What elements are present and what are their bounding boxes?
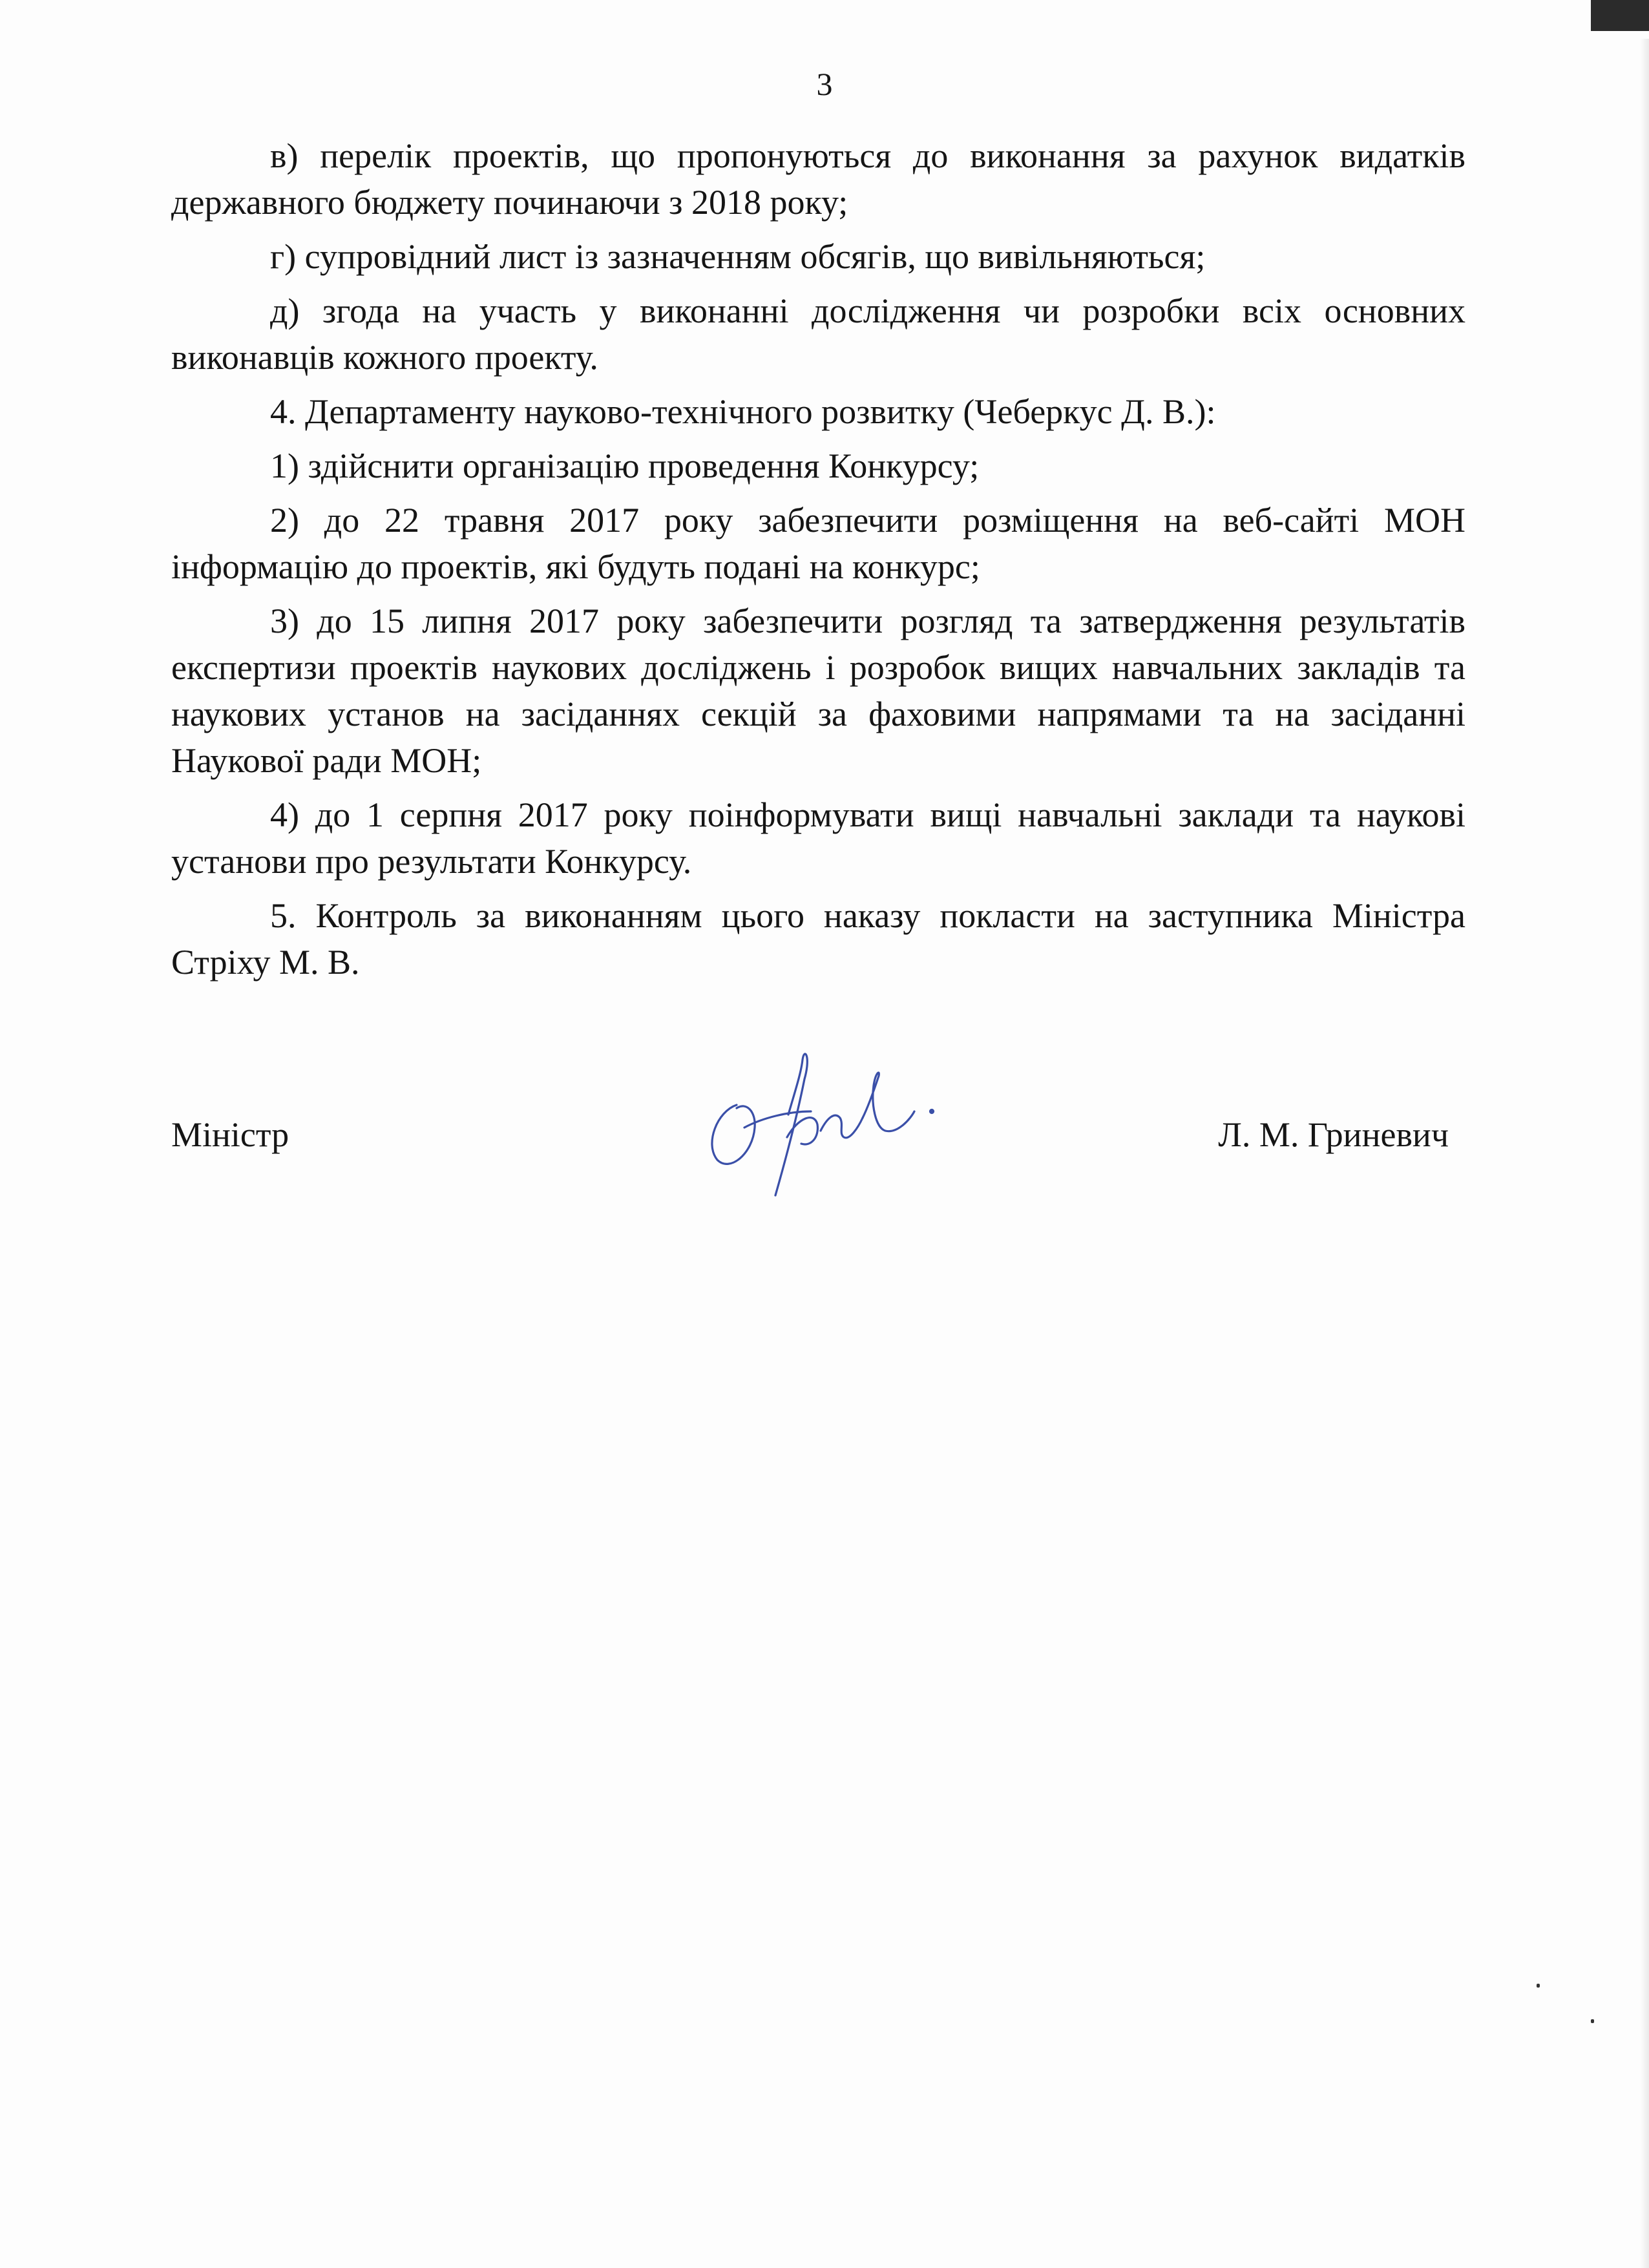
- signature-block: [171, 1111, 1465, 1163]
- paragraph-section-5: 5. Контроль за виконанням цього наказу покласти на заступника Міністра Стріху М. В.: [171, 896, 1465, 982]
- page-number: 3: [816, 66, 833, 102]
- scan-edge-mark: [1591, 0, 1649, 31]
- paragraph-subitem-3: 3) до 15 липня 2017 року забезпечити розгляд та затвердження результатів експертизи проектів наукових досліджень і розробок вищих навчальних закладів та наукових установ на засіданнях секцій за фаховими напрямами та на засіданні Наукової ради МОН;: [171, 602, 1465, 780]
- document-body: [171, 132, 1465, 993]
- paragraph-item-v: в) перелік проектів, що пропонуються до виконання за рахунок видатків державного бюджету починаючи з 2018 року;: [171, 136, 1465, 222]
- signatory-name: Л. М. Гриневич: [1218, 1115, 1449, 1154]
- signatory-title: Міністр: [171, 1115, 289, 1154]
- paragraph-section-4: 4. Департаменту науково-технічного розвитку (Чеберкус Д. В.):: [270, 392, 1216, 431]
- paragraph-subitem-1: 1) здійснити організацію проведення Конкурсу;: [270, 446, 980, 485]
- paragraph-subitem-2: 2) до 22 травня 2017 року забезпечити розміщення на веб-сайті МОН інформацію до проектів, які будуть подані на конкурс;: [171, 501, 1465, 586]
- scan-speck: [1537, 1984, 1540, 1988]
- paragraph-item-h: г) супровідний лист із зазначенням обсягів, що вивільняються;: [270, 237, 1206, 276]
- paragraph-subitem-4: 4) до 1 серпня 2017 року поінформувати вищі навчальні заклади та наукові установи про результати Конкурсу.: [171, 795, 1465, 881]
- scan-speck: [1591, 2019, 1594, 2023]
- paragraph-item-d: д) згода на участь у виконанні дослідження чи розробки всіх основних виконавців кожного проекту.: [171, 291, 1465, 377]
- scan-edge-shadow: [1640, 39, 1649, 2268]
